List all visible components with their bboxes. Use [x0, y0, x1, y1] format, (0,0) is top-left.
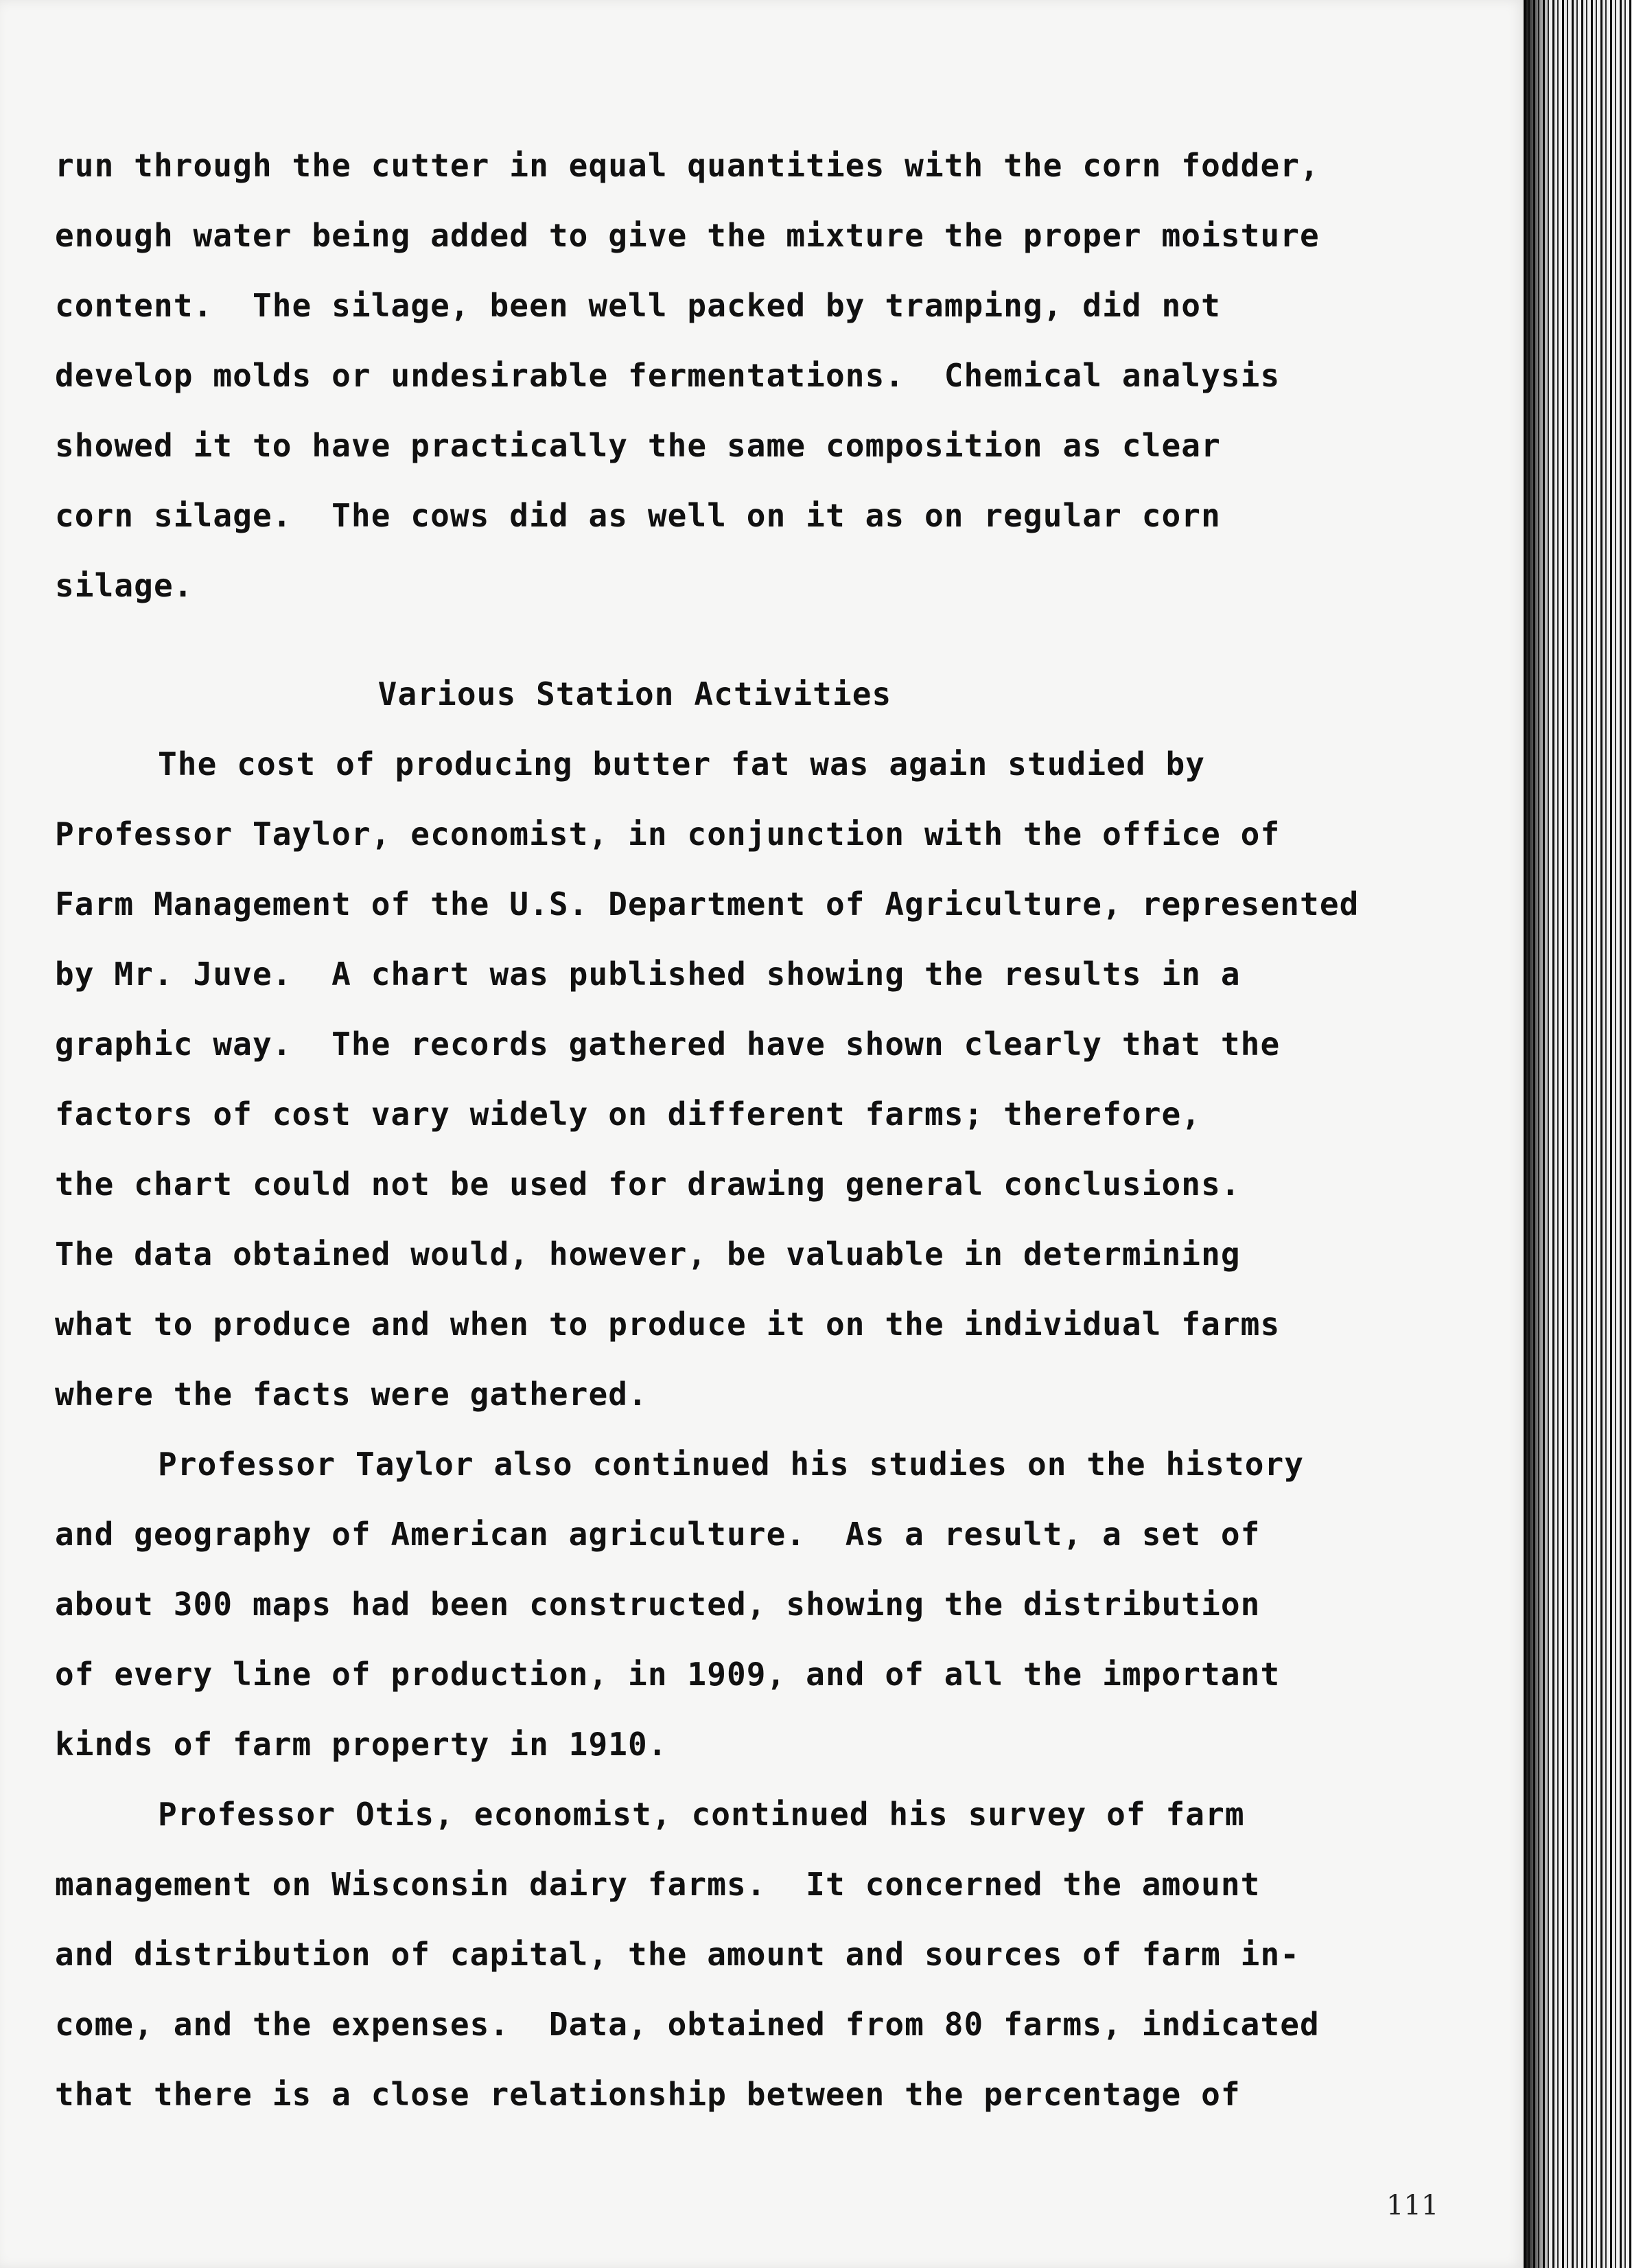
text-line: The data obtained would, however, be valuable in determining: [55, 1236, 1241, 1273]
text-line: by Mr. Juve. A chart was published showing the results in a: [55, 956, 1241, 993]
text-line: of every line of production, in 1909, and of all the important: [55, 1656, 1281, 1693]
text-line: and geography of American agriculture. As a result, a set of: [55, 1516, 1261, 1553]
text-line: content. The silage, been well packed by tramping, did not: [55, 287, 1221, 324]
text-line: Farm Management of the U.S. Department of Agriculture, represented: [55, 886, 1360, 923]
text-line: and distribution of capital, the amount and sources of farm in-: [55, 1936, 1301, 1973]
text-line: showed it to have practically the same composition as clear: [55, 427, 1221, 464]
text-line: graphic way. The records gathered have shown clearly that the: [55, 1026, 1281, 1063]
text-line: kinds of farm property in 1910.: [55, 1726, 668, 1763]
text-line: Professor Taylor, economist, in conjunction with the office of: [55, 815, 1281, 853]
text-line: factors of cost vary widely on different farms; therefore,: [55, 1096, 1202, 1133]
text-line: the chart could not be used for drawing general conclusions.: [55, 1166, 1241, 1203]
text-line: silage.: [55, 567, 194, 604]
text-line: Professor Taylor also continued his studies on the history: [158, 1446, 1305, 1483]
page-number: 111: [1386, 2190, 1439, 2221]
text-line: come, and the expenses. Data, obtained from 80 farms, indicated: [55, 2006, 1320, 2043]
text-line: The cost of producing butter fat was again studied by: [158, 745, 1206, 783]
text-line: enough water being added to give the mixture the proper moisture: [55, 217, 1320, 254]
text-line: develop molds or undesirable fermentations. Chemical analysis: [55, 357, 1281, 394]
spine-shadow: [1524, 0, 1551, 2268]
text-line: about 300 maps had been constructed, showing the distribution: [55, 1586, 1261, 1623]
text-line: corn silage. The cows did as well on it as on regular corn: [55, 497, 1221, 534]
text-line: management on Wisconsin dairy farms. It concerned the amount: [55, 1866, 1261, 1903]
text-line: that there is a close relationship between the percentage of: [55, 2076, 1241, 2113]
text-line: Professor Otis, economist, continued his survey of farm: [158, 1796, 1245, 1833]
text-line: run through the cutter in equal quantities with the corn fodder,: [55, 147, 1320, 184]
text-line: what to produce and when to produce it on the individual farms: [55, 1306, 1281, 1343]
document-body: [55, 130, 1448, 2129]
text-line: where the facts were gathered.: [55, 1376, 648, 1413]
section-heading: Various Station Activities: [377, 675, 892, 713]
